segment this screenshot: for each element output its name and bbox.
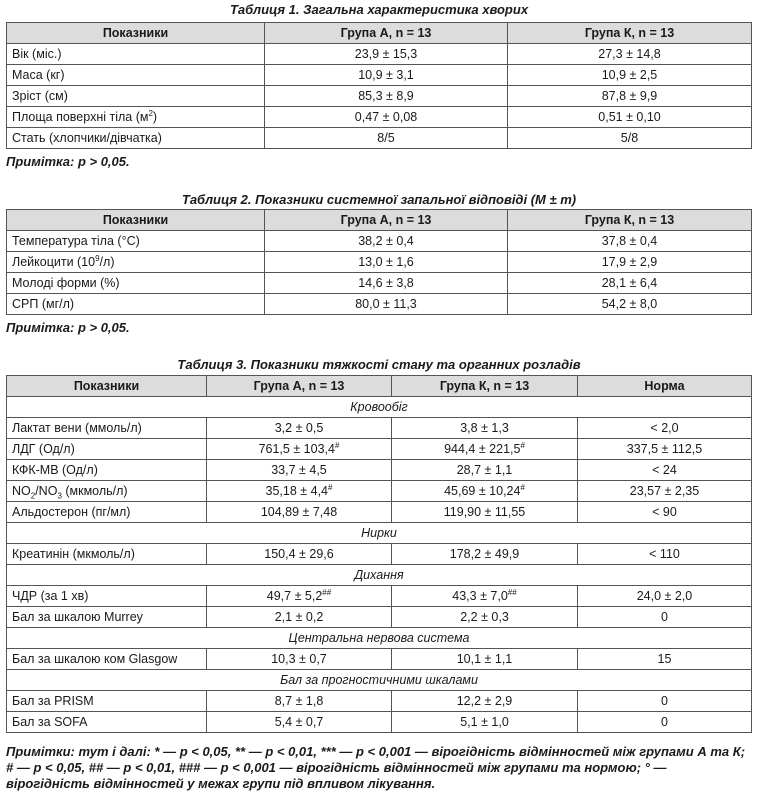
table-row <box>7 460 752 481</box>
group-a-value: 23,9 ± 15,3 <box>265 44 508 65</box>
norm-value: < 90 <box>578 502 752 523</box>
group-k-value: 17,9 ± 2,9 <box>508 252 752 273</box>
table3-caption: Таблиця 3. Показники тяжкості стану та органних розладів <box>177 357 581 372</box>
group-a-value: 0,47 ± 0,08 <box>265 107 508 128</box>
table-row <box>7 439 752 460</box>
section-row <box>7 628 752 649</box>
table3 <box>6 375 752 733</box>
table3-header-group-k: Група К, n = 13 <box>392 376 578 397</box>
table-row <box>7 231 752 252</box>
table-row <box>7 649 752 670</box>
section-row <box>7 523 752 544</box>
section-title: Кровообіг <box>7 397 752 418</box>
row-label: Маса (кг) <box>7 65 265 86</box>
table-row <box>7 586 752 607</box>
table3-header-indicator: Показники <box>7 376 207 397</box>
norm-value: < 24 <box>578 460 752 481</box>
row-label: Вік (міс.) <box>7 44 265 65</box>
table3-header-group-a: Група А, n = 13 <box>207 376 392 397</box>
table2-note: Примітка: p > 0,05. <box>6 320 130 335</box>
section-title: Нирки <box>7 523 752 544</box>
group-a-value: 33,7 ± 4,5 <box>207 460 392 481</box>
group-k-value: 27,3 ± 14,8 <box>508 44 752 65</box>
group-k-value: 10,1 ± 1,1 <box>392 649 578 670</box>
group-k-value: 5,1 ± 1,0 <box>392 712 578 733</box>
group-a-value: 85,3 ± 8,9 <box>265 86 508 107</box>
section-row <box>7 670 752 691</box>
group-k-value: 28,7 ± 1,1 <box>392 460 578 481</box>
group-k-value: 43,3 ± 7,0## <box>392 586 578 607</box>
norm-value: 0 <box>578 712 752 733</box>
table-row <box>7 712 752 733</box>
group-a-value: 10,3 ± 0,7 <box>207 649 392 670</box>
row-label: СРП (мг/л) <box>7 294 265 315</box>
row-label: Площа поверхні тіла $(м^2)$ <box>7 107 265 128</box>
group-k-value: 119,90 ± 11,55 <box>392 502 578 523</box>
group-k-value: 37,8 ± 0,4 <box>508 231 752 252</box>
group-k-value: 54,2 ± 8,0 <box>508 294 752 315</box>
group-a-value: 761,5 ± 103,4# <box>207 439 392 460</box>
group-k-value: 87,8 ± 9,9 <box>508 86 752 107</box>
group-a-value: 38,2 ± 0,4 <box>265 231 508 252</box>
row-label: Температура тіла (°C) <box>7 231 265 252</box>
group-a-value: 10,9 ± 3,1 <box>265 65 508 86</box>
row-label: Лейкоцити $(10^9/л)$ <box>7 252 265 273</box>
row-label: $NO_2/NO_3$ (мкмоль/л) <box>7 481 207 502</box>
group-k-value: 0,51 ± 0,10 <box>508 107 752 128</box>
group-k-value: 10,9 ± 2,5 <box>508 65 752 86</box>
group-a-value: 35,18 ± 4,4# <box>207 481 392 502</box>
section-title: Дихання <box>7 565 752 586</box>
table-row <box>7 273 752 294</box>
row-label: Бал за шкалою Murrey <box>7 607 207 628</box>
table1-caption: Таблиця 1. Загальна характеристика хворих <box>229 2 529 17</box>
table2 <box>6 209 752 315</box>
group-k-value: 178,2 ± 49,9 <box>392 544 578 565</box>
group-a-value: 5,4 ± 0,7 <box>207 712 392 733</box>
group-a-value: 49,7 ± 5,2## <box>207 586 392 607</box>
norm-value: 24,0 ± 2,0 <box>578 586 752 607</box>
group-a-value: 8/5 <box>265 128 508 149</box>
table3-footnote: Примітки: тут і далі: * — p < 0,05, ** — p < 0,01, *** — p < 0,001 — вірогідність відмінностей між групами А та К; # — p < 0,05, ## — p < 0,01, ### — p < 0,001 — вірогідність відмінностей між групами та нормою; ° — вірогідність відмінностей у межах групи під впливом лікування. <box>6 744 746 791</box>
group-a-value: 150,4 ± 29,6 <box>207 544 392 565</box>
table1-header-indicator: Показники <box>7 23 265 44</box>
norm-value: < 110 <box>578 544 752 565</box>
table2-caption: Таблиця 2. Показники системної запальної відповіді (M ± m) <box>181 192 577 207</box>
norm-value: 337,5 ± 112,5 <box>578 439 752 460</box>
norm-value: < 2,0 <box>578 418 752 439</box>
table2-header-group-k: Група К, n = 13 <box>508 210 752 231</box>
table-row <box>7 86 752 107</box>
group-a-value: 3,2 ± 0,5 <box>207 418 392 439</box>
row-label: Молоді форми (%) <box>7 273 265 294</box>
table-row <box>7 128 752 149</box>
group-k-value: 2,2 ± 0,3 <box>392 607 578 628</box>
section-row <box>7 397 752 418</box>
group-a-value: 2,1 ± 0,2 <box>207 607 392 628</box>
table-row <box>7 65 752 86</box>
norm-value: 0 <box>578 691 752 712</box>
table-row <box>7 252 752 273</box>
norm-value: 0 <box>578 607 752 628</box>
table1-header-row <box>7 23 752 44</box>
row-label: Бал за шкалою ком Glasgow <box>7 649 207 670</box>
table2-header-indicator: Показники <box>7 210 265 231</box>
group-k-value: 3,8 ± 1,3 <box>392 418 578 439</box>
row-label: Зріст (см) <box>7 86 265 107</box>
row-label: Бал за SOFA <box>7 712 207 733</box>
row-label: КФК-МВ (Од/л) <box>7 460 207 481</box>
table1 <box>6 22 752 149</box>
row-label: Альдостерон (пг/мл) <box>7 502 207 523</box>
group-k-value: 28,1 ± 6,4 <box>508 273 752 294</box>
table-row <box>7 502 752 523</box>
table-row <box>7 544 752 565</box>
table3-header-norm: Норма <box>578 376 752 397</box>
group-k-value: 944,4 ± 221,5# <box>392 439 578 460</box>
table3-header-row <box>7 376 752 397</box>
group-a-value: 80,0 ± 11,3 <box>265 294 508 315</box>
group-a-value: 104,89 ± 7,48 <box>207 502 392 523</box>
group-a-value: 13,0 ± 1,6 <box>265 252 508 273</box>
table2-header-row <box>7 210 752 231</box>
table-row <box>7 294 752 315</box>
table-row <box>7 107 752 128</box>
table-row <box>7 418 752 439</box>
table1-header-group-k: Група К, n = 13 <box>508 23 752 44</box>
group-k-value: 5/8 <box>508 128 752 149</box>
table-row <box>7 44 752 65</box>
table1-header-group-a: Група А, n = 13 <box>265 23 508 44</box>
group-k-value: 12,2 ± 2,9 <box>392 691 578 712</box>
table-row <box>7 691 752 712</box>
group-a-value: 14,6 ± 3,8 <box>265 273 508 294</box>
norm-value: 23,57 ± 2,35 <box>578 481 752 502</box>
table-row <box>7 481 752 502</box>
row-label: ЛДГ (Од/л) <box>7 439 207 460</box>
row-label: Бал за PRISM <box>7 691 207 712</box>
section-title: Бал за прогностичними шкалами <box>7 670 752 691</box>
row-label: Лактат вени (ммоль/л) <box>7 418 207 439</box>
row-label: Стать (хлопчики/дівчатка) <box>7 128 265 149</box>
norm-value: 15 <box>578 649 752 670</box>
table1-note: Примітка: p > 0,05. <box>6 154 130 169</box>
row-label: Креатинін (мкмоль/л) <box>7 544 207 565</box>
table2-header-group-a: Група А, n = 13 <box>265 210 508 231</box>
group-k-value: 45,69 ± 10,24# <box>392 481 578 502</box>
table-row <box>7 607 752 628</box>
row-label: ЧДР (за 1 хв) <box>7 586 207 607</box>
section-title: Центральна нервова система <box>7 628 752 649</box>
section-row <box>7 565 752 586</box>
group-a-value: 8,7 ± 1,8 <box>207 691 392 712</box>
